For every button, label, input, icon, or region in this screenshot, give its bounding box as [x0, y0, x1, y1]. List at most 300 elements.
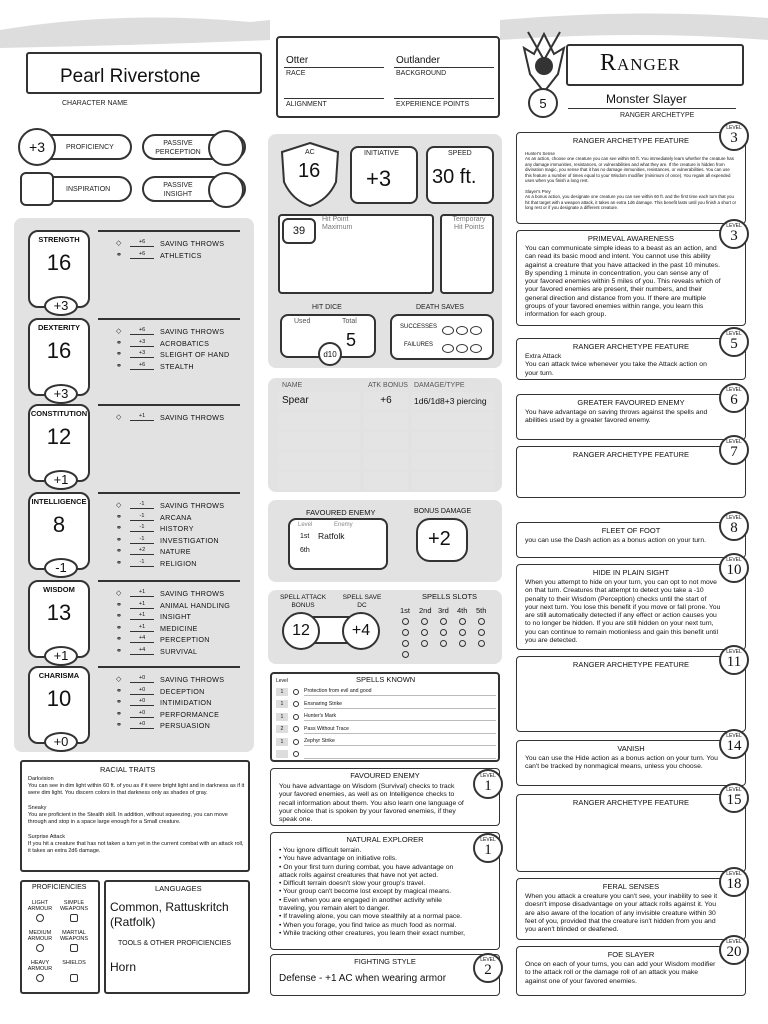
skill-name: SAVING THROWS: [160, 589, 225, 598]
spell-slot-level: 4th: [457, 606, 468, 615]
level-number: 8: [730, 520, 738, 536]
skill-name: SURVIVAL: [160, 646, 198, 656]
spell-slot-circle[interactable]: [459, 629, 466, 636]
skill-name: SAVING THROWS: [160, 413, 225, 422]
feature-text: • You ignore difficult terrain. • You have advantage on initiative rolls. • On your first turn during combat, you have advantage on attack rolls against creatures that have not yet acted. • Difficult terrain doesn't slow your group's travel. • Your group can't become lost except by magical means. • Even when you are engaged in another activity while traveling, you remain alert to danger. • If traveling alone, you can move stealthily at a normal pace. • When you forage, you find twice as much food as normal. • While tracking other creatures, you learn their exact number,: [279, 847, 465, 937]
proficiency-item-label: MEDIUM ARMOUR: [27, 930, 53, 942]
feature-card: [516, 733, 746, 786]
weapon-atk-cell[interactable]: +6: [364, 392, 408, 410]
spell-name: Protection from evil and good: [304, 687, 496, 696]
feature-card: [516, 331, 746, 380]
character-name[interactable]: Pearl Riverstone: [60, 66, 201, 87]
spell-slot-level: 3rd: [438, 606, 449, 615]
skill-row[interactable]: [116, 512, 192, 524]
archetype-label: RANGER ARCHETYPE: [620, 112, 695, 119]
ability-strength: [28, 230, 240, 313]
spell-level: 1: [276, 713, 288, 721]
weapon-name-cell[interactable]: [278, 412, 360, 430]
spell-row[interactable]: [276, 724, 496, 735]
weapon-atk-cell[interactable]: [364, 412, 408, 430]
middle-feature-card: [270, 954, 500, 996]
feature-title: RANGER ARCHETYPE FEATURE: [572, 342, 690, 351]
skill-name: SAVING THROWS: [160, 675, 225, 684]
skill-bonus: +6: [130, 238, 154, 247]
spell-prepared-icon[interactable]: [293, 689, 299, 695]
skill-proficiency-icon: ⚭: [116, 536, 122, 544]
skill-proficiency-icon: ⚭: [116, 624, 122, 632]
feature-level-badge: [473, 953, 503, 983]
tools-value[interactable]: Horn: [110, 960, 137, 974]
weapon-name-cell[interactable]: [278, 472, 360, 490]
skill-proficiency-icon: ⚭: [116, 559, 122, 567]
feature-title: FERAL SENSES: [602, 882, 660, 891]
spell-level: 1: [276, 738, 288, 746]
proficiency-checkbox[interactable]: [36, 974, 44, 982]
level-label: LEVEL: [726, 331, 742, 337]
spell-slot-circle[interactable]: [459, 640, 466, 647]
weapon-atk-cell[interactable]: [364, 452, 408, 470]
proficiency-item-label: SIMPLE WEAPONS: [59, 900, 89, 912]
feature-card: [516, 871, 746, 940]
level-label: LEVEL: [726, 939, 742, 945]
skill-row[interactable]: [116, 250, 202, 262]
skill-name: RELIGION: [160, 558, 197, 568]
spell-name: Ensnaring Strike: [304, 700, 496, 709]
proficiency-item-label: MARTIAL WEAPONS: [59, 930, 89, 942]
level-number: 5: [730, 336, 738, 352]
skill-row[interactable]: [116, 686, 205, 698]
ability-modifier: -1: [44, 558, 78, 578]
skill-bonus: +4: [130, 646, 154, 655]
skill-row[interactable]: [116, 634, 210, 646]
feature-text: Defense - +1 AC when wearing armor: [279, 973, 447, 984]
bonus-damage-value: +2: [428, 528, 451, 550]
proficiency-item-label: HEAVY ARMOUR: [27, 960, 53, 972]
proficiency-value: +3: [29, 139, 45, 155]
skill-row[interactable]: [116, 674, 224, 686]
proficiency-checkbox[interactable]: [36, 944, 44, 952]
skill-name: HISTORY: [160, 524, 194, 533]
feature-level-badge: [719, 645, 749, 675]
feature-card: [516, 557, 746, 650]
spell-name: [304, 750, 496, 759]
skill-row[interactable]: [116, 623, 198, 635]
spell-prepared-icon[interactable]: [293, 751, 299, 757]
skill-bonus: +1: [130, 623, 154, 632]
failures-label: FAILURES: [404, 342, 434, 348]
skill-row[interactable]: [116, 588, 224, 600]
skill-name: ARCANA: [160, 512, 192, 522]
languages-value[interactable]: Common, Rattuskritch (Ratfolk): [110, 900, 229, 929]
feature-text: Hunter's Sense As an action, choose one creature you can see within 60 ft. You immediately learn whether the creature has any damage immunities, resistances, or vulnerabilities and what they are. If the creature is hidden from divination magic, you sense that it has no damage immunities, resistances, or vulnerabilities. You can use this feature a number of times equal to your Wisdom modifier (minimum of once). You regain all expended uses when you finish a long rest. Slayer's Prey As a bonus action, you designate one creature you can see within 60 ft. and the first time each turn that you hit that target with a weapon attack, it takes an extra 1d6 damage. This benefit lasts until you finish a short or long rest or if you designate a different creature.: [525, 151, 737, 211]
skill-bonus: +3: [130, 338, 154, 347]
skill-bonus: +0: [130, 697, 154, 706]
spell-slot-circle[interactable]: [440, 629, 447, 636]
languages-box: [104, 880, 250, 994]
feature-text: When you attempt to hide on your turn, you can opt to not move on that turn. Creatures that attempt to detect you take a -10 penalty to their Wisdom (Perception) checks until the start of your next turn. You lose this benefit if you move or fall prone. You are still automatically detected if any effect or action causes you to no longer be hidden. If you are still hidden on your next turn, you can continue to remain motionless and gain this benefit until you are detected.: [525, 579, 721, 645]
ability-name: INTELLIGENCE: [31, 497, 87, 506]
feature-title: FOE SLAYER: [607, 950, 655, 959]
level-number: 1: [484, 778, 492, 794]
feature-level-badge: [719, 935, 749, 965]
feature-card: [516, 787, 746, 872]
feature-text: you can use the Dash action as a bonus action on your turn.: [525, 537, 706, 544]
skill-row[interactable]: [116, 412, 224, 424]
weapon-damage-cell[interactable]: [412, 412, 494, 430]
fe-enemy-label: Enemy: [334, 522, 353, 528]
feature-text: You have advantage on Wisdom (Survival) checks to track your favored enemies, as well as on Intelligence checks to recall information about them. You also learn one language of your choice that is spoken by your favored enemies, if they speak one.: [279, 783, 464, 824]
save-proficiency-icon: ◇: [116, 590, 122, 597]
feature-text: You have advantage on saving throws against the spells and abilities used by a greater favored enemy.: [525, 409, 708, 425]
proficiency-checkbox[interactable]: [70, 914, 78, 922]
inspiration-square[interactable]: [20, 172, 54, 206]
spell-level: [276, 750, 288, 758]
sneaky-title: Sneaky: [28, 805, 47, 811]
skill-proficiency-icon: ⚭: [116, 710, 122, 718]
racial-traits-title: RACIAL TRAITS: [100, 765, 156, 774]
skill-bonus: -1: [130, 500, 154, 509]
skill-proficiency-icon: ⚭: [116, 687, 122, 695]
skill-row[interactable]: [116, 349, 229, 361]
level-label: LEVEL: [726, 649, 742, 655]
skill-name: SAVING THROWS: [160, 501, 225, 510]
ability-score-box[interactable]: [28, 318, 90, 401]
feature-title: VANISH: [617, 744, 645, 753]
feature-text: Once on each of your turns, you can add your Wisdom modifier to the attack roll or the damage roll of an attack you make against one of your favored enemies.: [525, 961, 716, 985]
ability-score-box[interactable]: [28, 492, 90, 575]
temp-hp-label: Temporary Hit Points: [452, 216, 486, 231]
skill-bonus: +0: [130, 709, 154, 718]
death-save-circle[interactable]: [442, 344, 454, 353]
passive-insight-label: PASSIVE INSIGHT: [163, 182, 193, 198]
spell-name: Hunter's Mark: [304, 712, 496, 721]
ability-score: 12: [46, 424, 72, 449]
ability-score: 13: [46, 600, 72, 625]
skill-row[interactable]: [116, 720, 210, 732]
spell-level: 1: [276, 688, 288, 696]
ability-score: 16: [46, 338, 72, 363]
hit-dice-total-label: Total: [342, 318, 357, 325]
feature-level-badge: [719, 553, 749, 583]
skill-proficiency-icon: ⚭: [116, 601, 122, 609]
ability-modifier: +3: [44, 384, 78, 404]
level-number: 2: [484, 962, 492, 978]
save-proficiency-icon: ◇: [116, 676, 122, 683]
passive-insight-circle: [208, 172, 244, 208]
skill-bonus: +2: [130, 546, 154, 555]
proficiency-checkbox[interactable]: [70, 974, 78, 982]
fe-level-2: 6th: [300, 547, 310, 554]
hit-dice-used-label: Used: [294, 318, 311, 325]
spell-name: Zephyr Strike: [304, 737, 496, 746]
skill-bonus: +0: [130, 720, 154, 729]
death-saves-label: DEATH SAVES: [416, 304, 464, 311]
skill-row[interactable]: [116, 558, 197, 570]
hp-max-label: Hit Point Maximum: [322, 216, 353, 231]
feature-title: FIGHTING STYLE: [354, 957, 416, 966]
ability-score: 10: [46, 686, 72, 711]
spell-slot-circle[interactable]: [478, 640, 485, 647]
skill-proficiency-icon: ⚭: [116, 613, 122, 620]
feature-level-badge: [719, 867, 749, 897]
skill-proficiency-icon: ⚭: [116, 513, 122, 521]
skill-name: ATHLETICS: [160, 250, 202, 260]
fe-level-label: Level: [298, 522, 313, 528]
level-number: 10: [726, 562, 742, 578]
sneaky-text: You are proficient in the Stealth skill. In addition, without squeezing, you can move through and stop in a space large enough for a Small creature.: [28, 812, 228, 825]
skill-row[interactable]: [116, 326, 224, 338]
death-save-circle[interactable]: [470, 344, 482, 353]
skill-proficiency-icon: ⚭: [116, 548, 122, 555]
skill-proficiency-icon: ⚭: [116, 647, 122, 655]
weapon-damage-cell[interactable]: [412, 432, 494, 450]
weapon-damage-cell[interactable]: 1d6/1d8+3 piercing: [412, 392, 494, 410]
weapon-name-cell[interactable]: [278, 432, 360, 450]
spell-slot-level: 2nd: [419, 606, 432, 615]
inspiration-label: INSPIRATION: [66, 186, 111, 193]
weapon-atk-cell[interactable]: [364, 472, 408, 490]
skill-name: ACROBATICS: [160, 338, 210, 348]
skill-name: PERCEPTION: [160, 635, 210, 644]
ability-name: CONSTITUTION: [30, 409, 88, 418]
death-save-circle[interactable]: [456, 344, 468, 353]
background-label: BACKGROUND: [396, 70, 447, 77]
hp-max-value: 39: [292, 225, 306, 237]
spell-name: Pass Without Trace: [304, 725, 496, 734]
character-name-label: CHARACTER NAME: [62, 100, 128, 107]
spell-slot-circle[interactable]: [421, 640, 428, 647]
ability-score: 16: [46, 250, 72, 275]
skill-proficiency-icon: ⚭: [116, 351, 122, 358]
feature-title: RANGER ARCHETYPE FEATURE: [572, 660, 690, 669]
hit-dice-total: 5: [346, 330, 357, 350]
ability-modifier: +0: [44, 732, 78, 752]
skill-name: SLEIGHT OF HAND: [160, 350, 230, 359]
ac-value: 16: [298, 160, 321, 182]
level-label: LEVEL: [480, 957, 496, 963]
skill-row[interactable]: [116, 646, 197, 658]
spell-row[interactable]: [276, 686, 496, 697]
skill-bonus: +6: [130, 361, 154, 370]
level-number: 3: [730, 130, 738, 146]
ability-score-box[interactable]: [28, 580, 90, 663]
ability-divider: [98, 230, 240, 232]
ability-intelligence: [28, 492, 240, 575]
languages-title: LANGUAGES: [155, 884, 202, 893]
ability-dexterity: [28, 318, 240, 401]
feature-level-badge: [473, 769, 503, 799]
feature-card: [516, 387, 746, 440]
spell-dc-value: +4: [351, 622, 371, 639]
passive-perception-circle: [208, 130, 244, 166]
spell-slot-circle[interactable]: [459, 618, 466, 625]
ability-score-box[interactable]: [28, 666, 90, 749]
spell-slot-circle[interactable]: [402, 651, 409, 658]
hit-die-icon: [318, 342, 342, 366]
ability-divider: [98, 580, 240, 582]
skill-name: MEDICINE: [160, 623, 198, 633]
ability-constitution: [28, 404, 240, 487]
level-number: 7: [730, 444, 738, 460]
attack-damage-header: DAMAGE/TYPE: [414, 382, 465, 389]
death-save-circle[interactable]: [470, 326, 482, 335]
skill-bonus: +0: [130, 686, 154, 695]
skill-row[interactable]: [116, 546, 191, 558]
ability-divider: [98, 492, 240, 494]
weapon-atk-cell[interactable]: [364, 432, 408, 450]
skill-row[interactable]: [116, 338, 209, 350]
save-proficiency-icon: ◇: [116, 328, 122, 335]
feature-level-badge: [719, 435, 749, 465]
skill-row[interactable]: [116, 361, 194, 373]
skill-row[interactable]: [116, 535, 219, 547]
attack-name-header: NAME: [282, 382, 303, 389]
race-label: RACE: [286, 70, 306, 77]
feature-text: You can use the Hide action as a bonus action on your turn. You can't be tracked by nonmagical means, unless you choose.: [525, 755, 718, 771]
feature-title: RANGER ARCHETYPE FEATURE: [572, 450, 690, 459]
proficiency-checkbox[interactable]: [70, 944, 78, 952]
save-proficiency-icon: ◇: [116, 414, 122, 421]
death-save-circle[interactable]: [456, 326, 468, 335]
skill-proficiency-icon: ⚭: [116, 251, 122, 259]
spell-slot-circle[interactable]: [440, 640, 447, 647]
spell-row[interactable]: [276, 736, 496, 747]
level-label: LEVEL: [726, 439, 742, 445]
weapon-name-cell[interactable]: [278, 452, 360, 470]
spell-slot-circle[interactable]: [402, 640, 409, 647]
skill-bonus: +4: [130, 634, 154, 643]
skill-proficiency-icon: ⚭: [116, 362, 122, 370]
skill-row[interactable]: [116, 611, 191, 623]
skill-name: NATURE: [160, 547, 191, 556]
background-value[interactable]: Outlander: [396, 55, 440, 66]
level-label: LEVEL: [726, 387, 742, 393]
level-circle[interactable]: [528, 88, 558, 118]
feature-card: [516, 439, 746, 498]
feature-title: FAVOURED ENEMY: [350, 771, 420, 780]
feature-text: Extra Attack You can attack twice whenever you take the Attack action on your turn.: [525, 353, 707, 377]
skill-name: ANIMAL HANDLING: [160, 600, 231, 610]
spell-slot-circle[interactable]: [402, 618, 409, 625]
death-save-circle[interactable]: [442, 326, 454, 335]
ability-score: 8: [52, 512, 66, 537]
skill-bonus: -1: [130, 512, 154, 521]
skill-row[interactable]: [116, 600, 230, 612]
alignment-underline: [284, 98, 384, 99]
feature-title: PRIMEVAL AWARENESS: [587, 234, 675, 243]
weapon-name-cell[interactable]: Spear: [278, 392, 360, 410]
skill-bonus: +1: [130, 600, 154, 609]
skill-bonus: +6: [130, 250, 154, 259]
ability-name: WISDOM: [43, 585, 75, 594]
spell-row[interactable]: [276, 699, 496, 710]
spell-slot-level: 1st: [400, 606, 411, 615]
spell-attack-circle[interactable]: [282, 612, 320, 650]
feature-title: RANGER ARCHETYPE FEATURE: [572, 136, 690, 145]
hp-max-box: [282, 218, 316, 244]
archetype-underline: [568, 108, 736, 109]
skill-name: PERFORMANCE: [160, 709, 220, 719]
feature-level-badge: [719, 327, 749, 357]
ability-score-box[interactable]: [28, 404, 90, 487]
feature-text: When you attack a creature you can't see, your inability to see it doesn't impose disadvantage on your attack rolls against it. You are also aware of the location of any invisible creature within 30 feet of you, provided that the creature isn't hidden from you and you aren't blinded or deafened.: [525, 893, 718, 934]
skill-row[interactable]: [116, 500, 224, 512]
weapon-damage-cell[interactable]: [412, 452, 494, 470]
ability-name: DEXTERITY: [37, 323, 81, 332]
spells-known-title: SPELLS KNOWN: [356, 675, 416, 684]
spell-slot-circle[interactable]: [421, 629, 428, 636]
ac-label: AC: [305, 149, 315, 156]
skill-row[interactable]: [116, 523, 194, 535]
speed-label: SPEED: [448, 150, 472, 157]
feature-card: [516, 649, 746, 732]
level-label: LEVEL: [726, 733, 742, 739]
skill-name: DECEPTION: [160, 686, 205, 696]
hit-dice-label: HIT DICE: [312, 304, 342, 311]
spell-slots-label: SPELLS SLOTS: [422, 592, 478, 601]
proficiency-circle[interactable]: [18, 128, 56, 166]
hit-die-value: d10: [323, 349, 337, 359]
level-label: LEVEL: [726, 125, 742, 131]
middle-feature-card: [270, 768, 500, 826]
level-label: LEVEL: [726, 223, 742, 229]
skill-row[interactable]: [116, 697, 212, 709]
spell-row[interactable]: [276, 711, 496, 722]
proficiency-checkbox[interactable]: [36, 914, 44, 922]
skill-proficiency-icon: ⚭: [116, 636, 122, 643]
skill-row[interactable]: [116, 709, 219, 721]
spell-prepared-icon[interactable]: [293, 726, 299, 732]
level-number: 3: [730, 228, 738, 244]
level-number: 18: [726, 876, 742, 892]
spell-slot-circle[interactable]: [402, 629, 409, 636]
skill-name: INTIMIDATION: [160, 698, 212, 707]
death-saves-box: [390, 314, 494, 360]
ability-divider: [98, 318, 240, 320]
feature-card: [516, 125, 746, 224]
skill-bonus: -1: [130, 523, 154, 532]
spell-slot-circle[interactable]: [440, 618, 447, 625]
spell-prepared-icon[interactable]: [293, 701, 299, 707]
spell-slot-circle[interactable]: [421, 618, 428, 625]
race-value[interactable]: Otter: [286, 55, 309, 66]
spell-dc-circle[interactable]: [342, 612, 380, 650]
spell-prepared-icon[interactable]: [293, 714, 299, 720]
level-label: LEVEL: [480, 837, 496, 843]
spell-prepared-icon[interactable]: [293, 739, 299, 745]
spell-slot-circle[interactable]: [478, 618, 485, 625]
archetype-value[interactable]: Monster Slayer: [606, 92, 687, 106]
ability-score-box[interactable]: [28, 230, 90, 313]
skill-proficiency-icon: ⚭: [116, 699, 122, 706]
proficiencies-title: PROFICIENCIES: [32, 884, 87, 891]
skill-bonus: -1: [130, 558, 154, 567]
skill-row[interactable]: [116, 238, 224, 250]
feature-title: GREATER FAVOURED ENEMY: [577, 398, 685, 407]
proficiency-item-label: SHIELDS: [62, 960, 86, 966]
ability-wisdom: [28, 580, 240, 663]
attack-bonus-header: ATK BONUS: [368, 382, 408, 389]
feature-title: HIDE IN PLAIN SIGHT: [592, 568, 670, 577]
feature-level-badge: [719, 729, 749, 759]
middle-feature-card: [270, 832, 500, 950]
spell-slot-circle[interactable]: [478, 629, 485, 636]
weapon-damage-cell[interactable]: [412, 472, 494, 490]
feature-level-badge: [719, 511, 749, 541]
successes-label: SUCCESSES: [400, 324, 438, 330]
spell-row[interactable]: [276, 749, 496, 760]
level-number: 11: [726, 654, 742, 670]
